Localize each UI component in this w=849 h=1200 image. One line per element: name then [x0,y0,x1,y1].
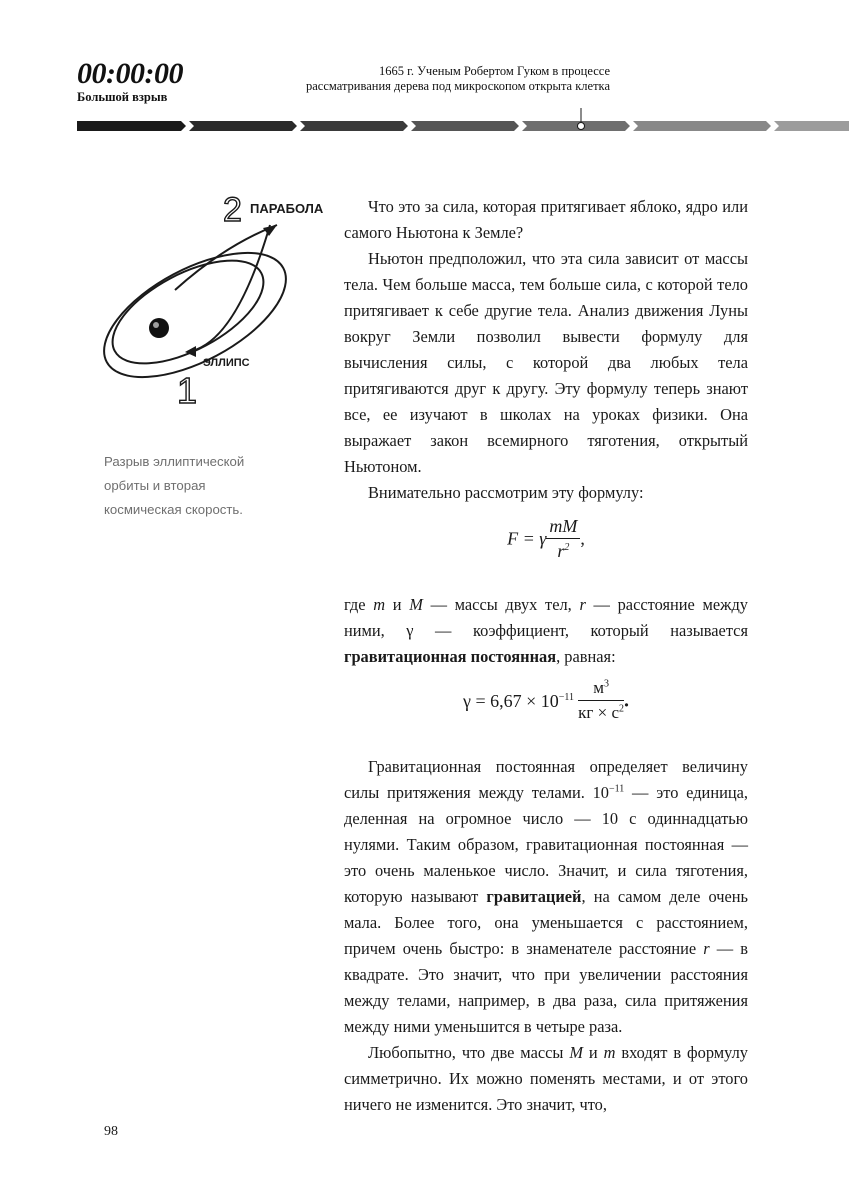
formula-fraction [546,514,580,563]
figure-caption [104,450,294,522]
parabola-label-number: 2 [223,191,242,229]
gamma-formula [344,676,748,740]
ellipse-label-text: ЭЛЛИПС [203,357,250,369]
ellipse-orbits [95,225,305,403]
parabola-arrow [263,225,277,236]
body-text [344,194,748,1118]
formula-lhs: F = γ [507,528,547,549]
gamma-fraction [578,676,624,725]
formula-den-exp: 2 [564,542,570,553]
timeline-segments [77,121,849,131]
paragraph: Любопытно, что две массы M и m входят в формулу симметрично. Их можно поменять местами, и от этого ничего не изменится. Это значит, что, [344,1043,748,1114]
formula-den-base: r [557,541,565,561]
parabola-label-text: ПАРАБОЛА [250,201,324,216]
gamma-trail: . [624,689,630,712]
header-event-line2: рассматривания дерева под микроскопом открыта клетка [306,79,610,93]
ellipse-label [177,357,250,411]
header-time: 00:00:00 [77,57,183,90]
paragraph: где m и M — массы двух тел, r — расстояние между ними, γ — коэффициент, который называется гравитационная постоянная, равная: [344,595,748,666]
gravity-formula [344,514,748,586]
paragraph: Внимательно рассмотрим эту формулу: [368,483,644,502]
header-subtitle: Большой взрыв [77,90,168,104]
caption-line: космическая скорость. [104,502,243,517]
gamma-denominator: кг × $с^2$ [578,703,625,722]
orbit-illustration [95,185,335,415]
gamma-numerator: $м^3$ [578,676,624,701]
caption-line: орбиты и вторая [104,478,206,493]
formula-trail: , [580,528,585,549]
paragraph: Гравитационная постоянная определяет величину силы притяжения между телами. $10^{-11}$ — это единица, деленная на огромное число — 10 с одиннадцатью нулями. Таким образом, гравитационная постоянная — это очень маленькое число. Значит, и сила тяготения, которую называют гравитацией, на самом деле очень мала. Более того, она уменьшается с расстоянием, причем очень быстро: в знаменателе расстояние r — в квадрате. Это значит, что при увеличении расстояния между телами, например, в два раза, сила притяжения между ними уменьшится в четыре раза. [344,757,749,1036]
formula-numerator: mM [546,514,580,539]
parabola-label [223,191,324,229]
term-gravitation: гравитацией [486,887,582,906]
term-gravitational-constant: гравитационная постоянная [344,647,557,666]
paragraph: Ньютон предположил, что эта сила зависит от массы тела. Чем больше масса, тем больше сила, с которой тело притягивает к себе другие тела. Анализ движения Луны вокруг Земли позволил вывести формулу для вычисления силы, с которой два любых тела притягиваются друг к другу. Эту формулу теперь знают все, ее изучают в школах на уроках физики. Она выражает закон всемирного тяготения, открытый Ньютоном. [344,249,748,476]
header-event-line1: 1665 г. Ученым Робертом Гуком в процессе [378,64,610,78]
page-number: 98 [104,1124,118,1139]
timeline-bar [0,108,849,138]
timeline-marker [578,108,585,130]
ellipse-label-number: 1 [177,370,198,411]
caption-line: Разрыв эллиптической [104,454,245,469]
paragraph: Что это за сила, которая притягивает яблоко, ядро или самого Ньютона к Земле? [344,197,748,242]
header-event [230,64,610,94]
formula-denominator [546,539,580,563]
gamma-lhs: $\gamma = 6,67 \times 10^{-11}$ [462,690,575,711]
planet-icon [149,318,169,338]
